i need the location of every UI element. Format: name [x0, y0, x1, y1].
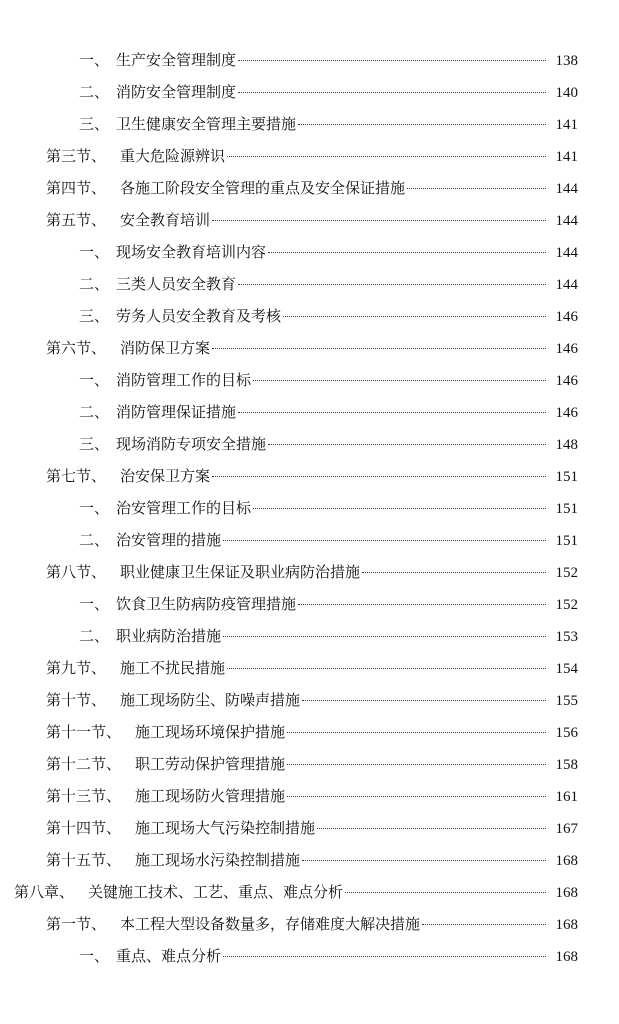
toc-entry-title: 职工劳动保护管理措施 — [135, 755, 286, 773]
dot-leader — [302, 699, 546, 701]
toc-entry-number: 第一节、 — [46, 915, 107, 933]
toc-entry-number: 一、 — [79, 51, 110, 69]
toc-entry-page-number: 146 — [555, 373, 578, 389]
toc-entry-title: 施工不扰民措施 — [120, 659, 226, 677]
toc-entry[interactable] — [0, 492, 619, 524]
toc-entry-title: 施工现场水污染控制措施 — [135, 851, 301, 869]
toc-entry-page-number: 151 — [555, 469, 578, 485]
toc-entry-number: 第九节、 — [46, 659, 107, 677]
toc-entry[interactable] — [0, 268, 619, 300]
toc-entry-title: 消防安全管理制度 — [116, 83, 237, 101]
dot-leader — [287, 763, 546, 765]
toc-entry-title: 三类人员安全教育 — [116, 275, 237, 293]
toc-entry-page-number: 161 — [555, 789, 578, 805]
toc-entry-page-number: 144 — [555, 245, 578, 261]
toc-entry-page-number: 141 — [555, 149, 578, 165]
toc-entry[interactable] — [0, 204, 619, 236]
toc-entry-page-number: 168 — [555, 917, 578, 933]
toc-entry-number: 三、 — [79, 435, 110, 453]
toc-entry[interactable] — [0, 300, 619, 332]
dot-leader — [317, 827, 546, 829]
toc-entry-number: 一、 — [79, 947, 110, 965]
toc-entry-number: 一、 — [79, 595, 110, 613]
toc-entry[interactable] — [0, 908, 619, 940]
toc-entry-number: 第十四节、 — [46, 819, 122, 837]
toc-entry-page-number: 151 — [555, 533, 578, 549]
toc-entry-number: 三、 — [79, 307, 110, 325]
dot-leader — [238, 59, 546, 61]
toc-entry-number: 第十二节、 — [46, 755, 122, 773]
toc-entry-page-number: 152 — [555, 565, 578, 581]
toc-entry-title: 饮食卫生防病防疫管理措施 — [116, 595, 297, 613]
dot-leader — [223, 955, 546, 957]
toc-entry-title: 消防管理保证措施 — [116, 403, 237, 421]
toc-entry-number: 第三节、 — [46, 147, 107, 165]
toc-entry[interactable] — [0, 780, 619, 812]
toc-entry-number: 第五节、 — [46, 211, 107, 229]
toc-entry-page-number: 146 — [555, 341, 578, 357]
toc-entry-page-number: 138 — [555, 53, 578, 69]
toc-entry-title: 生产安全管理制度 — [116, 51, 237, 69]
toc-entry-page-number: 155 — [555, 693, 578, 709]
dot-leader — [223, 635, 546, 637]
dot-leader — [238, 91, 546, 93]
toc-entry[interactable] — [0, 44, 619, 76]
dot-leader — [268, 251, 546, 253]
toc-entry-title: 施工现场防尘、防噪声措施 — [120, 691, 301, 709]
toc-entry[interactable] — [0, 620, 619, 652]
toc-entry-page-number: 153 — [555, 629, 578, 645]
dot-leader — [345, 891, 546, 893]
table-of-contents — [0, 44, 619, 972]
toc-entry-number: 二、 — [79, 531, 110, 549]
dot-leader — [268, 443, 546, 445]
toc-entry-title: 消防管理工作的目标 — [116, 371, 252, 389]
toc-entry-title: 现场安全教育培训内容 — [116, 243, 267, 261]
dot-leader — [227, 155, 546, 157]
toc-entry-title: 卫生健康安全管理主要措施 — [116, 115, 297, 133]
toc-entry-page-number: 167 — [555, 821, 578, 837]
toc-entry-page-number: 152 — [555, 597, 578, 613]
toc-entry-page-number: 141 — [555, 117, 578, 133]
toc-entry-number: 三、 — [79, 115, 110, 133]
toc-entry-number: 第十五节、 — [46, 851, 122, 869]
dot-leader — [253, 507, 546, 509]
toc-entry-page-number: 168 — [555, 853, 578, 869]
toc-entry-title: 关键施工技术、工艺、重点、难点分析 — [88, 883, 344, 901]
toc-entry-title: 职业健康卫生保证及职业病防治措施 — [120, 563, 361, 581]
toc-entry[interactable] — [0, 140, 619, 172]
toc-entry-page-number: 144 — [555, 277, 578, 293]
toc-entry-number: 二、 — [79, 403, 110, 421]
toc-entry-page-number: 144 — [555, 181, 578, 197]
toc-entry-page-number: 154 — [555, 661, 578, 677]
toc-entry-title: 职业病防治措施 — [116, 627, 222, 645]
toc-entry-number: 第十三节、 — [46, 787, 122, 805]
dot-leader — [407, 187, 546, 189]
toc-entry-number: 第四节、 — [46, 179, 107, 197]
toc-entry-title: 消防保卫方案 — [120, 339, 211, 357]
toc-entry-number: 二、 — [79, 83, 110, 101]
toc-entry[interactable] — [0, 332, 619, 364]
toc-entry-title: 施工现场环境保护措施 — [135, 723, 286, 741]
toc-entry-title: 施工现场大气污染控制措施 — [135, 819, 316, 837]
dot-leader — [287, 795, 546, 797]
toc-entry[interactable] — [0, 108, 619, 140]
toc-entry-title: 本工程大型设备数量多，存储难度大解决措施 — [120, 915, 421, 933]
toc-entry-number: 二、 — [79, 275, 110, 293]
toc-entry-title: 重大危险源辨识 — [120, 147, 226, 165]
toc-entry[interactable] — [0, 236, 619, 268]
dot-leader — [227, 667, 546, 669]
toc-entry-number: 第十节、 — [46, 691, 107, 709]
dot-leader — [287, 731, 546, 733]
toc-entry-page-number: 158 — [555, 757, 578, 773]
toc-entry-number: 二、 — [79, 627, 110, 645]
toc-entry[interactable] — [0, 940, 619, 972]
toc-entry-title: 治安保卫方案 — [120, 467, 211, 485]
toc-entry-number: 第八节、 — [46, 563, 107, 581]
toc-entry[interactable] — [0, 428, 619, 460]
toc-entry[interactable] — [0, 812, 619, 844]
toc-entry-number: 一、 — [79, 499, 110, 517]
toc-entry-title: 各施工阶段安全管理的重点及安全保证措施 — [120, 179, 406, 197]
toc-entry[interactable] — [0, 588, 619, 620]
toc-entry-page-number: 148 — [555, 437, 578, 453]
toc-entry[interactable] — [0, 684, 619, 716]
dot-leader — [422, 923, 546, 925]
toc-entry[interactable] — [0, 364, 619, 396]
toc-entry-number: 一、 — [79, 371, 110, 389]
toc-entry[interactable] — [0, 844, 619, 876]
toc-entry[interactable] — [0, 716, 619, 748]
toc-entry-page-number: 168 — [555, 949, 578, 965]
dot-leader — [212, 347, 546, 349]
toc-entry[interactable] — [0, 524, 619, 556]
toc-entry-title: 治安管理工作的目标 — [116, 499, 252, 517]
dot-leader — [223, 539, 546, 541]
toc-entry-title: 现场消防专项安全措施 — [116, 435, 267, 453]
dot-leader — [298, 603, 546, 605]
toc-entry-number: 第七节、 — [46, 467, 107, 485]
dot-leader — [238, 283, 546, 285]
dot-leader — [362, 571, 546, 573]
toc-entry[interactable] — [0, 652, 619, 684]
dot-leader — [253, 379, 546, 381]
dot-leader — [302, 859, 546, 861]
toc-entry-title: 重点、难点分析 — [116, 947, 222, 965]
toc-entry[interactable] — [0, 876, 619, 908]
toc-entry-title: 劳务人员安全教育及考核 — [116, 307, 282, 325]
dot-leader — [238, 411, 546, 413]
toc-entry-page-number: 144 — [555, 213, 578, 229]
toc-entry-number: 一、 — [79, 243, 110, 261]
dot-leader — [283, 315, 546, 317]
toc-entry-number: 第八章、 — [14, 883, 75, 901]
toc-entry[interactable] — [0, 396, 619, 428]
toc-entry-page-number: 146 — [555, 309, 578, 325]
dot-leader — [298, 123, 546, 125]
dot-leader — [212, 219, 546, 221]
toc-entry-page-number: 156 — [555, 725, 578, 741]
toc-entry-number: 第六节、 — [46, 339, 107, 357]
toc-entry[interactable] — [0, 172, 619, 204]
toc-entry-title: 施工现场防火管理措施 — [135, 787, 286, 805]
toc-entry-page-number: 140 — [555, 85, 578, 101]
toc-entry-title: 治安管理的措施 — [116, 531, 222, 549]
toc-entry-page-number: 146 — [555, 405, 578, 421]
toc-entry-number: 第十一节、 — [46, 723, 122, 741]
toc-entry[interactable] — [0, 76, 619, 108]
toc-entry-page-number: 168 — [555, 885, 578, 901]
toc-entry[interactable] — [0, 556, 619, 588]
toc-entry[interactable] — [0, 460, 619, 492]
toc-entry-page-number: 151 — [555, 501, 578, 517]
toc-entry[interactable] — [0, 748, 619, 780]
dot-leader — [212, 475, 546, 477]
toc-entry-title: 安全教育培训 — [120, 211, 211, 229]
